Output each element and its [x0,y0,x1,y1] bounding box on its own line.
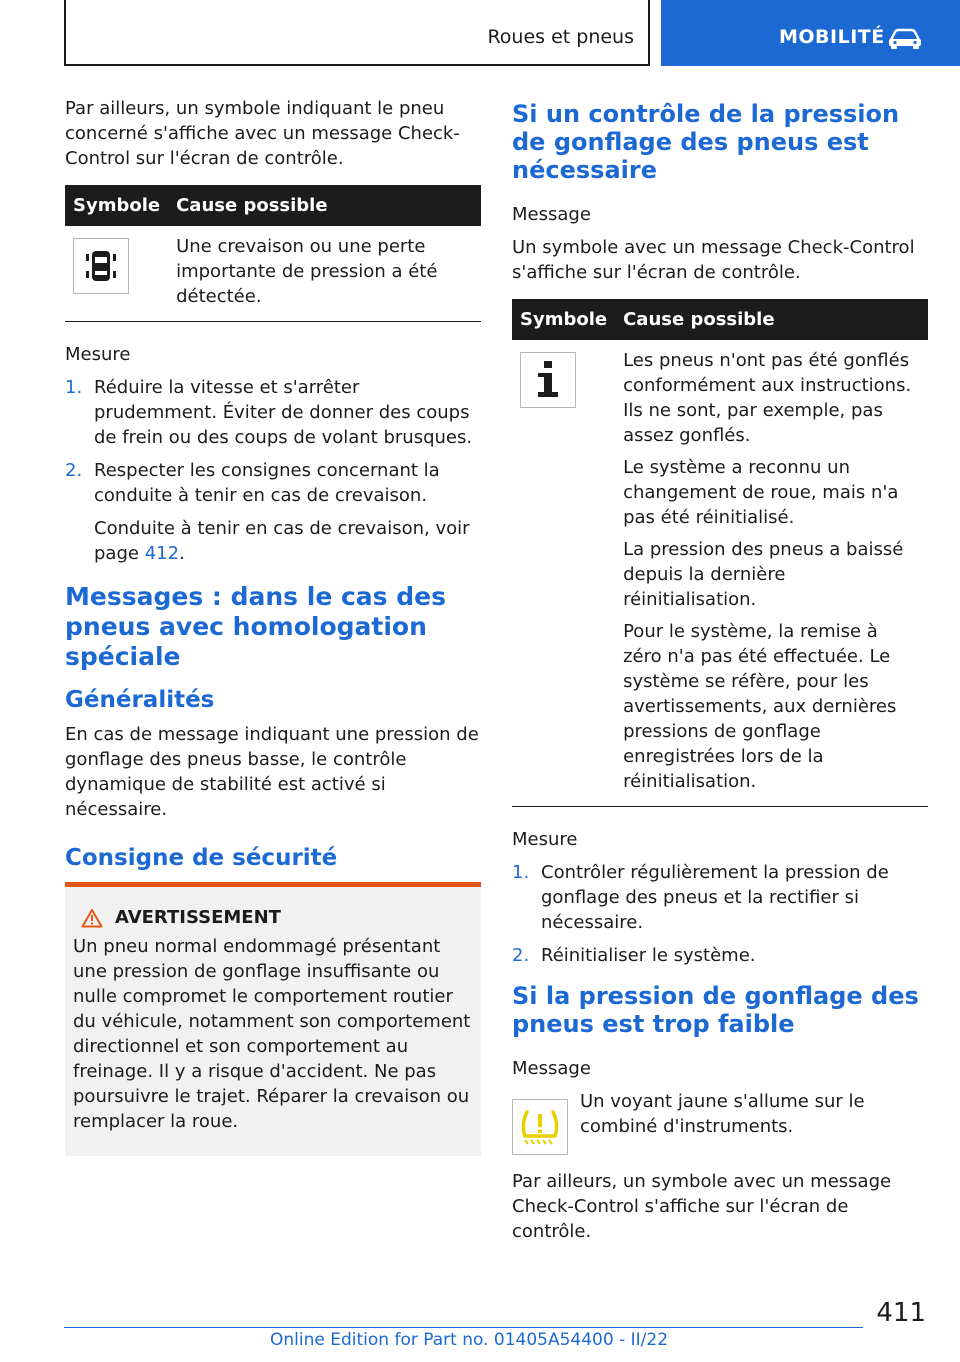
warning-triangle-icon [81,908,103,928]
intro-paragraph: Par ailleurs, un symbole indiquant le pneu concerné s'affiche avec un message Check-Control sur l'écran de contrôle. [65,98,460,169]
car-top-view-icon [79,244,123,288]
tire-pressure-warning-icon [517,1106,563,1148]
heading-pressure-low: Si la pression de gonflage des pneus est trop faible [512,982,919,1038]
step-text: Réinitialiser le système. [541,945,756,966]
page-number: 411 [876,1298,926,1328]
warning-text: Un pneu normal endommagé présentant une pression de gonflage insuffisante ou nulle compromet le comportement routier du véhicule, notamment son comportement directionnel et son comportement au freinage. Il y a risque d'accident. Ne pas poursuivre le trajet. Réparer la crevaison ou remplacer la roue. [73,936,471,1132]
page-link[interactable]: 412 [144,543,180,564]
step-number: 2. [512,945,530,966]
footer-edition: Online Edition for Part no. 01405A54400 - II/22 [270,1330,669,1350]
step-number: 1. [65,377,83,398]
right-column [512,96,928,1252]
info-symbol [520,352,576,408]
message-label: Message [512,204,591,225]
footer-divider [64,1327,863,1328]
list-item [65,375,481,450]
header-section-title: Roues et pneus [487,26,634,48]
heading-messages-special: Messages : dans le cas des pneus avec homologation spéciale [65,582,446,671]
message-paragraph: Un symbole avec un message Check-Control s'affiche sur l'écran de contrôle. [512,237,915,283]
cause-item: Pour le système, la remise à zéro n'a pas été effectuée. Le système se réfère, pour les avertissements, aux dernières pressions de gonflage enregistrées lors de la réinitialisation. [623,621,897,792]
step-number: 1. [512,862,530,883]
symbol-table-check [512,299,928,807]
car-icon [887,28,923,50]
table-row [512,340,928,807]
tire-pressure-lamp [512,1099,568,1155]
symbol-table-puncture [65,185,481,322]
final-paragraph: Par ailleurs, un symbole avec un message Check-Control s'affiche sur l'écran de contrôle. [512,1171,892,1242]
lamp-text: Un voyant jaune s'allume sur le combiné d'instruments. [580,1091,865,1137]
measure-label: Mesure [65,344,131,365]
step-text: Contrôler régulièrement la pression de gonflage des pneus et la rectifier si nécessaire. [541,862,889,933]
list-item [512,860,928,935]
warning-title [81,907,473,928]
step-subtext: Conduite à tenir en cas de crevaison, voir page 412. [94,518,470,564]
header-chapter-label: MOBILITÉ [779,26,885,48]
warning-box [65,882,481,1156]
measure-label: Mesure [512,829,578,850]
list-item [65,458,481,566]
heading-safety: Consigne de sécurité [65,845,338,871]
table-header-cause: Cause possible [615,299,928,340]
left-column [65,96,481,1156]
list-item [512,943,928,968]
cause-item: Le système a reconnu un changement de roue, mais n'a pas été réinitialisé. [623,457,899,528]
step-number: 2. [65,460,83,481]
header-section-box [64,0,650,66]
table-header-symbol: Symbole [65,185,168,226]
warning-lamp-row [512,1089,928,1155]
info-icon [533,358,563,402]
cause-item: Les pneus n'ont pas été gonflés conformément aux instructions. Ils ne sont, par exemple, pas assez gonflés. [623,350,912,446]
tire-puncture-symbol [73,238,129,294]
general-paragraph: En cas de message indiquant une pression de gonflage des pneus basse, le contrôle dynamique de stabilité est activé si nécessaire. [65,724,479,820]
heading-check-needed: Si un contrôle de la pression de gonflage des pneus est nécessaire [512,100,900,184]
warning-title-text: AVERTISSEMENT [115,907,281,928]
step-text: Respecter les consignes concernant la conduite à tenir en cas de crevaison. [94,460,440,506]
heading-general: Généralités [65,687,215,713]
table-header-cause: Cause possible [168,185,481,226]
table-row [65,226,481,322]
table-cell-cause: Une crevaison ou une perte importante de pression a été détectée. [168,226,481,322]
header-chapter-tab [661,0,960,66]
table-cell-cause [615,340,928,807]
measure-steps-list [65,375,481,566]
cause-item: La pression des pneus a baissé depuis la dernière réinitialisation. [623,539,904,610]
measure-steps-list [512,860,928,968]
table-header-symbol: Symbole [512,299,615,340]
step-text: Réduire la vitesse et s'arrêter prudemment. Éviter de donner des coups de frein ou des coups de volant brusques. [94,377,473,448]
message-label: Message [512,1058,591,1079]
